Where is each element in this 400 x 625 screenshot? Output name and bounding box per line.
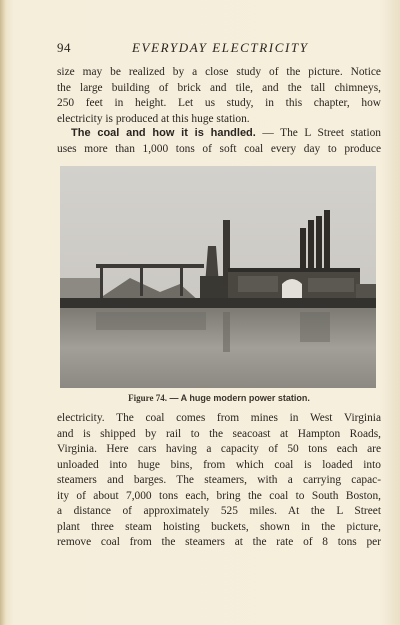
chimney-reflection [223, 312, 230, 352]
paragraph-line: size may be realized by a close study of the picture. Notice [57, 66, 381, 78]
figure-caption-text: — A huge modern power station. [167, 393, 310, 403]
figure-label: Figure 74. [128, 393, 167, 403]
page-header [57, 40, 389, 56]
paragraph-line: steamers and barges. The steamers, with a carrying capac- [57, 474, 381, 486]
paragraph-line: 250 feet in height. Let us study, in this chapter, how [57, 97, 381, 109]
figure-photo-power-station [60, 166, 376, 388]
gantry-leg [140, 266, 143, 296]
gantry-leg [180, 266, 183, 296]
building-windows [238, 276, 278, 292]
pile-reflection [96, 312, 206, 330]
paragraph-first-line [57, 126, 381, 142]
paragraph-1 [57, 65, 381, 127]
building-arch [282, 279, 302, 298]
page-number: 94 [57, 40, 71, 55]
paragraph-line: the large building of brick and tile, and the tall chimneys, [57, 81, 381, 94]
chimney [324, 210, 330, 270]
running-head: EVERYDAY ELECTRICITY [132, 40, 309, 55]
paragraph-line: and is shipped by rail to the seacoast at Hampton Roads, [57, 427, 381, 440]
building-windows [308, 278, 354, 292]
chimney [300, 228, 306, 270]
paragraph-line: uses more than 1,000 tons of soft coal every day to produce [57, 142, 381, 155]
section-sidehead: The coal and how it is handled. [71, 127, 256, 139]
paragraph-line: Virginia. Here cars having a capacity of 50 tons each are [57, 443, 381, 455]
paragraph-line: electricity is produced at this huge station. [57, 112, 250, 125]
paragraph-line: remove coal from the steamers at the rate of 8 tons per [57, 536, 381, 548]
quay [60, 298, 376, 308]
building-roofline [228, 268, 360, 272]
paragraph-line-rest: — The L Street station [255, 127, 381, 139]
figure-caption [57, 393, 381, 403]
paragraph-2 [57, 126, 381, 157]
paragraph-line: ity of about 7,000 tons each, bring the coal to South Boston, [57, 489, 381, 502]
paragraph-line: a distance of approximately 525 miles. At the L Street [57, 505, 381, 517]
power-station-illustration [60, 166, 376, 388]
gantry-leg [100, 266, 103, 300]
paragraph-line: unloaded into huge bins, from which coal is loaded into [57, 458, 381, 471]
distant-buildings [60, 278, 100, 298]
paragraph-line: plant three steam hoisting buckets, shown in the picture, [57, 520, 381, 533]
coal-gantry-beam [96, 264, 204, 268]
chimney-reflection [300, 312, 330, 342]
page-spine-shadow [0, 0, 6, 625]
chimney [316, 216, 322, 270]
paragraph-3 [57, 411, 381, 551]
chimney [308, 220, 314, 270]
paragraph-line: electricity. The coal comes from mines in West Virginia [57, 412, 381, 424]
building-wing [356, 284, 376, 300]
